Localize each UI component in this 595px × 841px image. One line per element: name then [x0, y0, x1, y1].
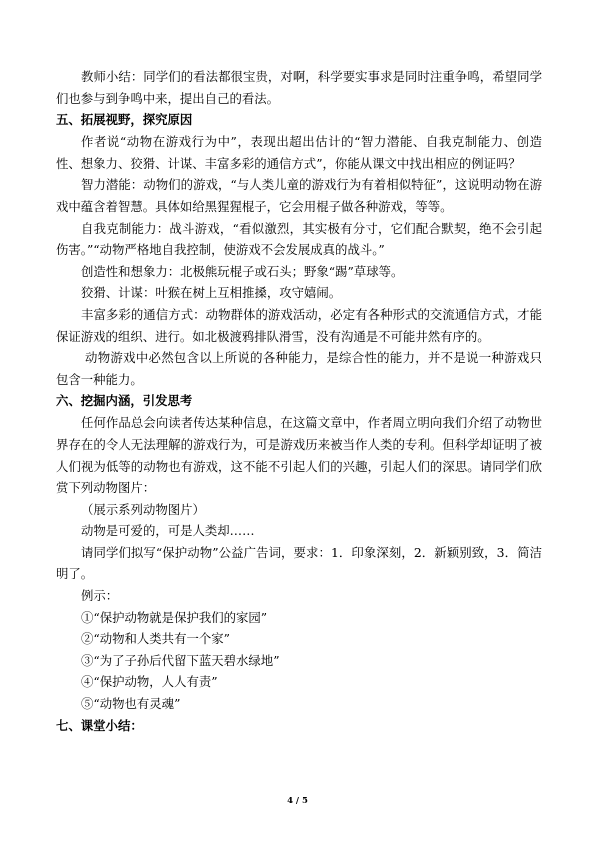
- paragraph-examples-label: 例示：: [81, 588, 119, 604]
- paragraph-show-pictures: （展示系列动物图片）: [81, 501, 205, 517]
- document-body: [56, 66, 542, 737]
- paragraph-slogan-task: 请同学们拟写“保护动物”公益广告词，要求：1．印象深刻，2．新颖别致，3．简洁明了。: [56, 544, 542, 582]
- paragraph-message: 任何作品总会向读者传达某种信息，在这篇文章中，作者周立明向我们介绍了动物世界存在的令人无法理解的游戏行为，可是游戏历来被当作人类的专利。但科学却证明了被人们视为低等的动物也有游戏，这不能不引起人们的兴趣，引起人们的深思。请同学们欣赏下列动物图片：: [56, 415, 542, 496]
- paragraph-cunning: 狡猾、计谋：叶猴在树上互相推搡，攻守嬉闹。: [81, 285, 342, 301]
- paragraph-self-control: 自我克制能力：战斗游戏，“看似激烈，其实极有分寸，它们配合默契，绝不会引起伤害。”“动物严格地自我控制，使游戏不会发展成真的战斗。”: [56, 220, 542, 258]
- example-item: ①“保护动物就是保护我们的家园”: [81, 609, 268, 625]
- teacher-summary-paragraph: 教师小结：同学们的看法都很宝贵，对啊，科学要实事求是同时注重争鸣，希望同学们也参与到争鸣中来，提出自己的看法。: [56, 69, 542, 106]
- paragraph-intelligence: 智力潜能：动物们的游戏，“与人类儿童的游戏行为有着相似特征”，这说明动物在游戏中蕴含着智慧。具体如给黑猩猩棍子，它会用棍子做各种游戏，等等。: [56, 177, 542, 214]
- paragraph-communication: 丰富多彩的通信方式：动物群体的游戏活动，必定有各种形式的交流通信方式，才能保证游戏的组织、进行。如北极渡鸦排队滑雪，没有沟通是不可能井然有序的。: [56, 306, 542, 344]
- paragraph-comprehensive: 动物游戏中必然包含以上所说的各种能力，是综合性的能力，并不是说一种游戏只包含一种能力。: [56, 350, 542, 387]
- section-heading-7: 七、课堂小结：: [56, 717, 143, 733]
- example-item: ④“保护动物，人人有责”: [81, 674, 218, 690]
- paragraph-author-question: 作者说“动物在游戏行为中”，表现出超出估计的“智力潜能、自我克制能力、创造性、想象力、狡猾、计谋、丰富多彩的通信方式”，你能从课文中找出相应的例证吗？: [56, 134, 542, 171]
- paragraph-animals-cute: 动物是可爱的，可是人类却……: [81, 523, 255, 539]
- example-item: ②“动物和人类共有一个家”: [81, 631, 230, 647]
- page-number: 4 / 5: [287, 796, 308, 806]
- example-item: ⑤“动物也有灵魂”: [81, 696, 181, 712]
- section-heading-5: 五、拓展视野，探究原因: [56, 112, 193, 128]
- example-item: ③“为了子孙后代留下蓝天碧水绿地”: [81, 652, 280, 668]
- section-heading-6: 六、挖掘内涵，引发思考: [56, 393, 193, 409]
- paragraph-creativity: 创造性和想象力：北极熊玩棍子或石头；野象“踢”草球等。: [81, 263, 404, 279]
